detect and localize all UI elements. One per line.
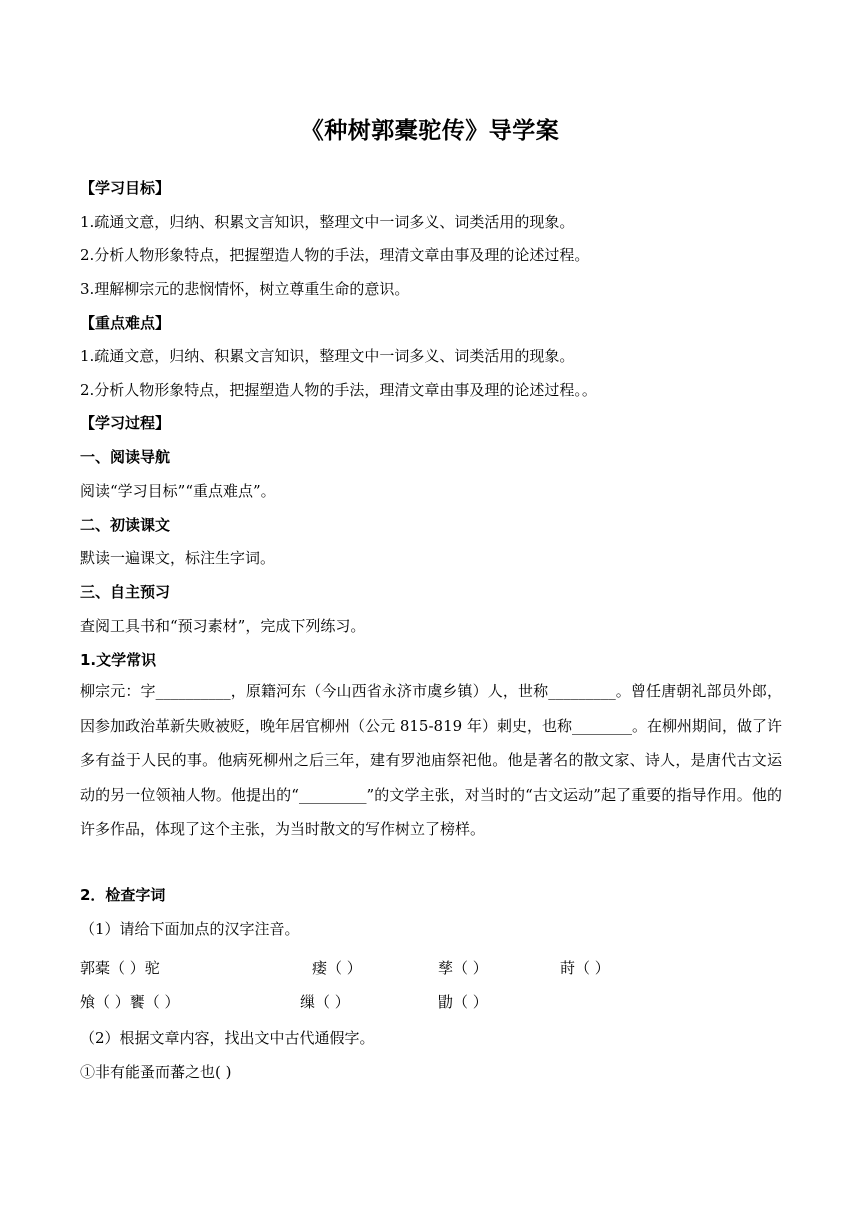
pinyin-blank[interactable]: 莳（ ） (560, 959, 610, 977)
literary-knowledge-paragraph: 柳宗元：字__________，原籍河东（今山西省永济市虞乡镇）人，世称_________。曾任唐朝礼部员外郎，因参加政治革新失败被贬，晚年居官柳州（公元 815-819 年）刺史，也称________。在柳州期间，做了许多有益于人民的事。他病死柳州之后三年，建有罗池庙祭祀他。他是著名的散文家、诗人，是唐代古文运动的另一位领袖人物。他提出的“_________”的文学主张，对当时的“古文运动”起了重要的指导作用。他的许多作品，体现了这个主张，为当时散文的写作树立了榜样。 (80, 682, 782, 838)
pinyin-blank[interactable]: 勖（ ） (438, 993, 488, 1011)
key-point-item: 1.疏通文意，归纳、积累文言知识，整理文中一词多义、词类活用的现象。 (80, 347, 575, 365)
objective-item: 3.理解柳宗元的悲悯情怀，树立尊重生命的意识。 (80, 280, 410, 298)
pinyin-blank[interactable]: 缫（ ） (300, 993, 350, 1011)
pinyin-blank[interactable]: 飧（ ）饔（ ） (80, 993, 180, 1011)
section-reading-guide-title: 一、阅读导航 (80, 448, 171, 466)
process-heading: 【学习过程】 (80, 414, 171, 432)
section-first-read-title: 二、初读课文 (80, 516, 171, 534)
document-title: 《种树郭橐驼传》导学案 (300, 118, 560, 144)
section-self-study-title: 三、自主预习 (80, 583, 171, 601)
pinyin-blank[interactable]: 郭橐（ ）驼 (80, 959, 160, 977)
section-self-study-text: 查阅工具书和“预习素材”，完成下列练习。 (80, 617, 366, 635)
objective-item: 2.分析人物形象特点，把握塑造人物的手法，理清文章由事及理的论述过程。 (80, 246, 590, 264)
pinyin-blank[interactable]: 瘘（ ） (312, 959, 362, 977)
variant-character-item[interactable]: ①非有能蚤而蕃之也( ) (80, 1063, 232, 1081)
check-words-title: 2．检查字词 (80, 886, 166, 904)
pinyin-blank[interactable]: 孳（ ） (438, 959, 488, 977)
question-variant-characters: （2）根据文章内容，找出文中古代通假字。 (80, 1029, 375, 1047)
section-first-read-text: 默读一遍课文，标注生字词。 (80, 549, 276, 567)
question-pinyin: （1）请给下面加点的汉字注音。 (80, 920, 300, 938)
objectives-heading: 【学习目标】 (80, 179, 171, 197)
literary-knowledge-title: 1.文学常识 (80, 651, 157, 669)
key-point-item: 2.分析人物形象特点，把握塑造人物的手法，理清文章由事及理的论述过程。。 (80, 381, 597, 399)
objective-item: 1.疏通文意，归纳、积累文言知识，整理文中一词多义、词类活用的现象。 (80, 213, 575, 231)
section-reading-guide-text: 阅读“学习目标”“重点难点”。 (80, 482, 276, 500)
key-points-heading: 【重点难点】 (80, 314, 171, 332)
